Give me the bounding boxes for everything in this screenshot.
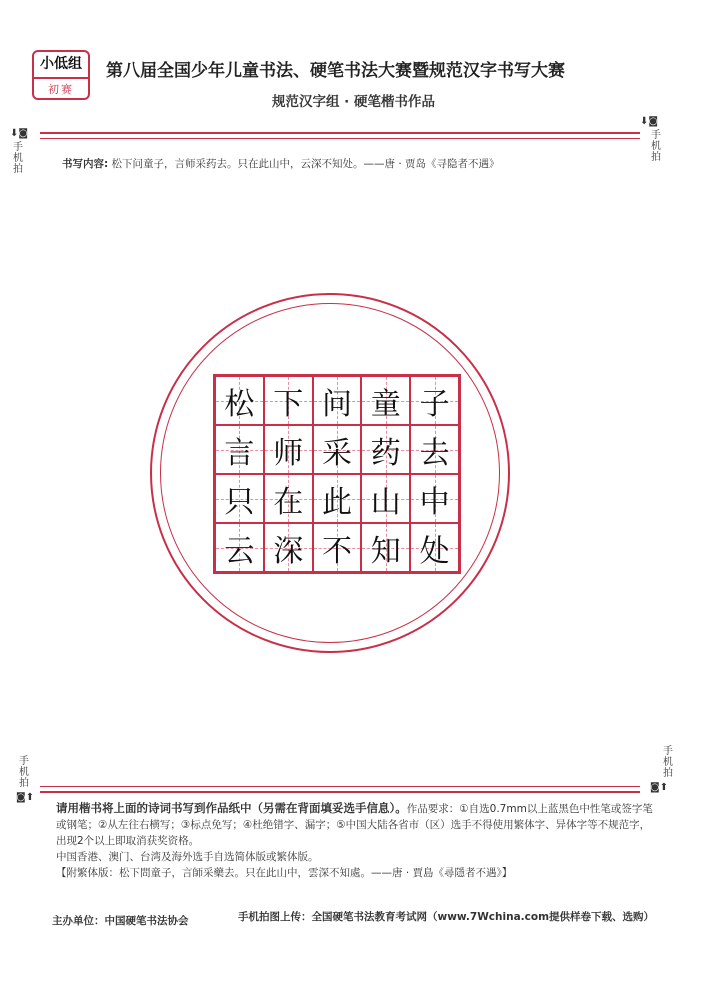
grid-cell: 问 — [313, 376, 362, 425]
grid-cell: 在 — [264, 474, 313, 523]
badge-level: 小低组 — [34, 52, 88, 79]
camera-icon: ◙⬆ — [650, 782, 669, 793]
camera-icon: ⬇◙ — [10, 128, 29, 139]
page-subtitle: 规范汉字组 · 硬笔楷书作品 — [271, 94, 436, 110]
photo-label-top-right: 手 机 拍 — [651, 130, 661, 163]
grid-cell: 松 — [215, 376, 264, 425]
grid-cell: 师 — [264, 425, 313, 474]
grid-cell: 处 — [410, 523, 459, 572]
grid-cell: 去 — [410, 425, 459, 474]
grid-cell: 云 — [215, 523, 264, 572]
grid-cell: 言 — [215, 425, 264, 474]
bottom-rule-thin — [40, 786, 640, 787]
grid-cell: 只 — [215, 474, 264, 523]
top-rule-thin — [40, 138, 640, 139]
upload-info: 手机拍图上传：全国硬笔书法教育考试网（www.7Wchina.com提供样卷下载、选购） — [238, 911, 655, 923]
grid-cell: 知 — [361, 523, 410, 572]
grid-cell: 下 — [264, 376, 313, 425]
grid-cell: 山 — [361, 474, 410, 523]
page-title: 第八届全国少年儿童书法、硬笔书法大赛暨规范汉字书写大赛 — [106, 61, 565, 81]
organizer: 主办单位：中国硬笔书法协会 — [52, 915, 189, 927]
photo-label-bottom-right: 手 机 拍 — [663, 746, 673, 779]
bottom-rule — [40, 791, 640, 793]
grid-cell: 采 — [313, 425, 362, 474]
photo-label-top-left: 手 机 拍 — [13, 142, 23, 175]
grid-cell: 此 — [313, 474, 362, 523]
grid-cell: 中 — [410, 474, 459, 523]
grid-cell: 童 — [361, 376, 410, 425]
photo-label-bottom-left: 手 机 拍 — [19, 756, 29, 789]
requirements-note: 中国香港、澳门、台湾及海外选手自选简体版或繁体版。 — [56, 851, 319, 863]
top-rule — [40, 132, 640, 134]
grid-cell: 不 — [313, 523, 362, 572]
requirements-body: 作品要求：①自选0.7mm以上蓝黑色中性笔或签字笔或钢笔；②从左往右横写；③标点免写；④杜绝错字、漏字；⑤中国大陆各省市（区）选手不得使用繁体字、异体字等不规范字，出现2个以上即取消获奖资格。 — [56, 803, 653, 847]
writing-content — [62, 156, 500, 171]
camera-icon: ◙⬆ — [16, 792, 35, 803]
requirements-lead: 请用楷书将上面的诗词书写到作品纸中（另需在背面填妥选手信息）。 — [56, 801, 407, 815]
grid-cell: 深 — [264, 523, 313, 572]
writing-content-label: 书写内容: — [62, 158, 109, 170]
badge-stage: 初赛 — [48, 83, 74, 96]
traditional-version: 【附繁体版：松下問童子，言師采藥去。只在此山中，雲深不知處。——唐 · 賈島《尋隱者不遇》】 — [56, 867, 513, 879]
camera-icon: ⬇◙ — [640, 116, 659, 127]
grid-cell: 药 — [361, 425, 410, 474]
grid-cell: 子 — [410, 376, 459, 425]
writing-grid — [213, 374, 461, 574]
writing-content-text: 松下问童子，言师采药去。只在此山中，云深不知处。——唐 · 贾岛《寻隐者不遇》 — [111, 158, 500, 170]
requirements-block — [56, 800, 656, 881]
